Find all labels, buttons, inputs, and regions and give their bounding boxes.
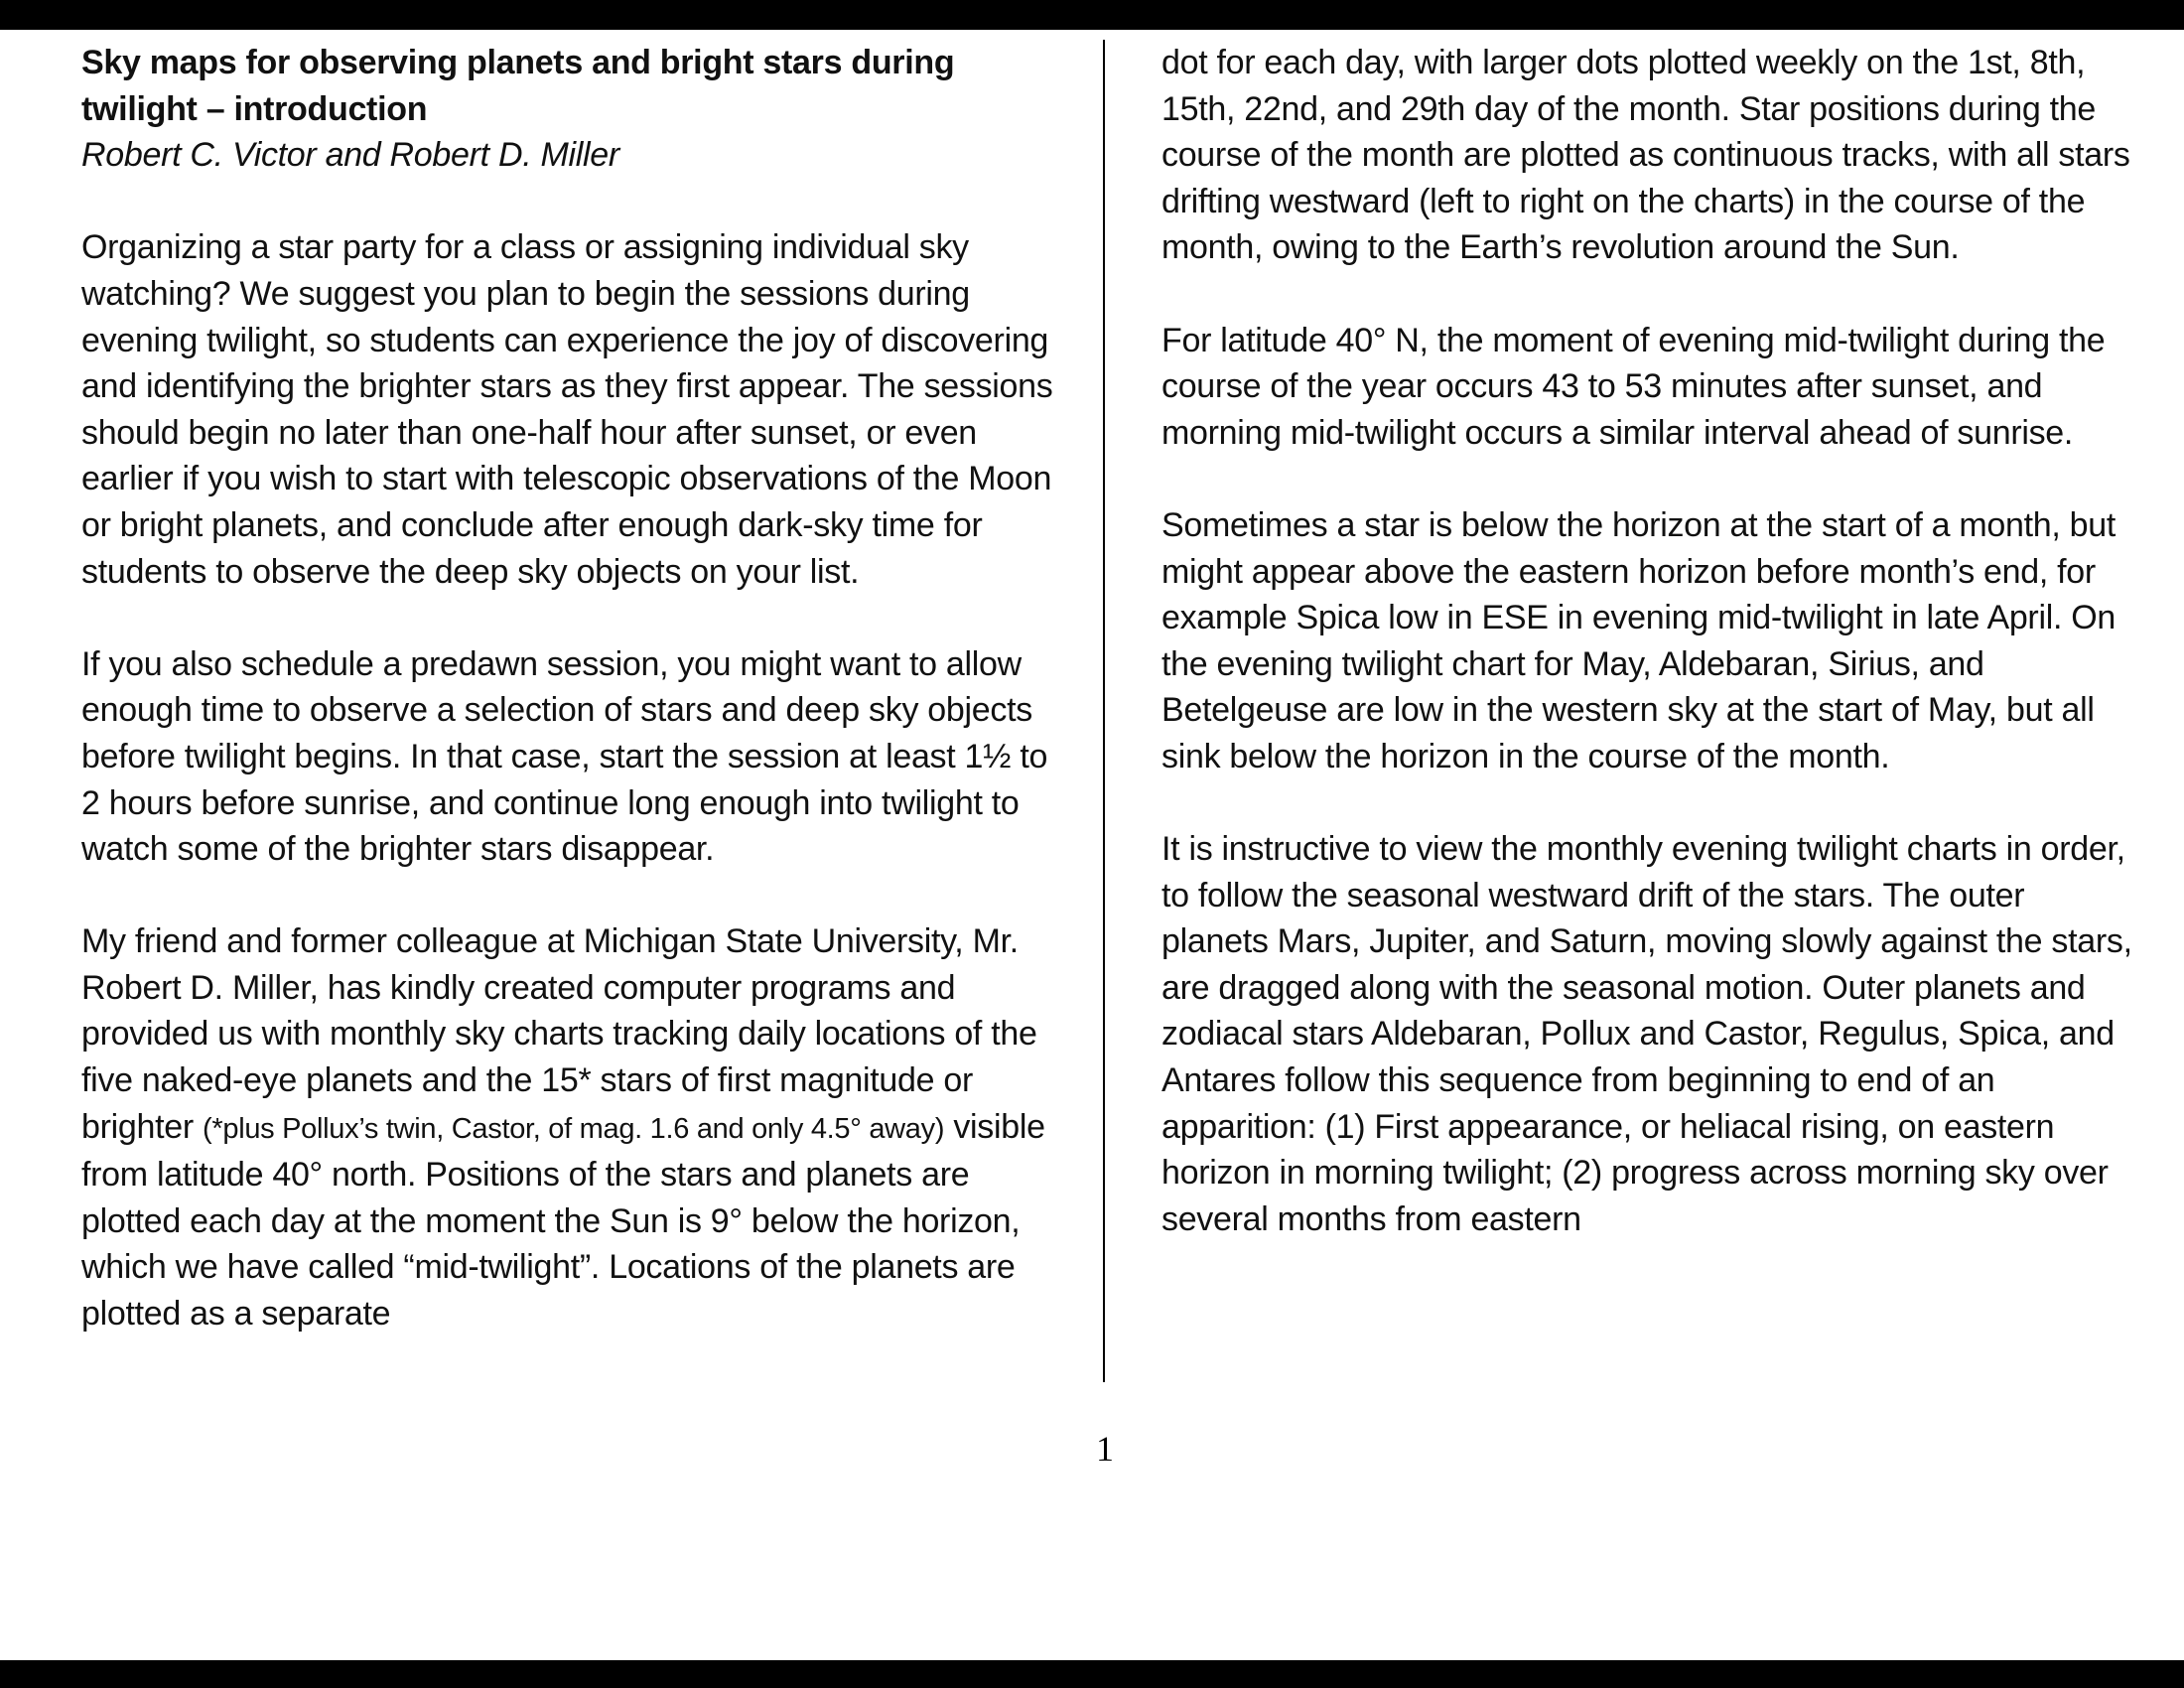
column-divider	[1103, 40, 1105, 1382]
left-paragraph-1: Organizing a star party for a class or assigning individual sky watching? We suggest you plan to begin the sessions during evening twilight, so students can experience the joy of discovering and identifying the brighter stars as they first appear. The sessions should begin no later than one-half hour after sunset, or even earlier if you wish to start with telescopic observations of the Moon or bright planets, and conclude after enough dark-sky time for students to observe the deep sky objects on your list.	[81, 228, 1053, 591]
top-black-bar	[0, 0, 2184, 30]
paragraph-gap	[1161, 271, 2134, 318]
left-paragraph-3	[81, 918, 1074, 1336]
paragraph-gap	[1161, 780, 2134, 827]
right-paragraph-1: dot for each day, with larger dots plotted weekly on the 1st, 8th, 15th, 22nd, and 29th day of the month. Star positions during the course of the month are plotted as continuous tracks, with all stars drifting westward (left to right on the charts) in the course of the month, owing to the Earth’s revolution around the Sun.	[1161, 44, 2130, 267]
paragraph-gap	[81, 873, 1074, 919]
paragraph-gap	[1161, 456, 2134, 502]
document-title: Sky maps for observing planets and bright stars during twilight – introduction	[81, 44, 955, 128]
paragraph-gap	[81, 179, 1074, 225]
left-paragraph-2: If you also schedule a predawn session, you might want to allow enough time to observe a selection of stars and deep sky objects before twilight begins. In that case, start the session at least 1½ to 2 hours before sunrise, and continue long enough into twilight to watch some of the brighter stars disappear.	[81, 644, 1048, 869]
document-authors: Robert C. Victor and Robert D. Miller	[81, 136, 619, 175]
right-column	[1161, 40, 2134, 1242]
left-paragraph-3-part-a: My friend and former colleague at Michigan State University, Mr. Robert D. Miller, has kindly created computer programs and provided us with monthly sky charts tracking daily locations of the five naked-eye planets and the 15* stars of first magnitude or brighter	[81, 922, 1037, 1146]
paragraph-gap	[81, 595, 1074, 641]
page-number: 1	[1096, 1429, 1114, 1469]
right-paragraph-4: It is instructive to view the monthly evening twilight charts in order, to follow the seasonal westward drift of the stars. The outer planets Mars, Jupiter, and Saturn, moving slowly against the stars, are dragged along with the seasonal motion. Outer planets and zodiacal stars Aldebaran, Pollux and Castor, Regulus, Spica, and Antares follow this sequence from beginning to end of an apparition: (1) First appearance, or heliacal rising, on eastern horizon in morning twilight; (2) progress across morning sky over several months from eastern	[1161, 830, 2132, 1238]
bottom-black-bar	[0, 1660, 2184, 1688]
right-paragraph-3: Sometimes a star is below the horizon at the start of a month, but might appear above the eastern horizon before month’s end, for example Spica low in ESE in evening mid-twilight in late April. On the evening twilight chart for May, Aldebaran, Sirius, and Betelgeuse are low in the western sky at the start of May, but all sink below the horizon in the course of the month.	[1161, 505, 2116, 775]
footnote-castor: (*plus Pollux’s twin, Castor, of mag. 1.6 and only 4.5° away)	[203, 1112, 945, 1145]
right-paragraph-2: For latitude 40° N, the moment of evening mid-twilight during the course of the year occurs 43 to 53 minutes after sunset, and morning mid-twilight occurs a similar interval ahead of sunrise.	[1161, 321, 2106, 452]
left-column	[81, 40, 1074, 1337]
left-paragraph-3-part-b: visible from latitude 40° north. Positions of the stars and planets are plotted each day at the moment the Sun is 9° below the horizon, which we have called “mid-twilight”. Locations of the planets are plotted as a separate	[81, 1107, 1045, 1334]
